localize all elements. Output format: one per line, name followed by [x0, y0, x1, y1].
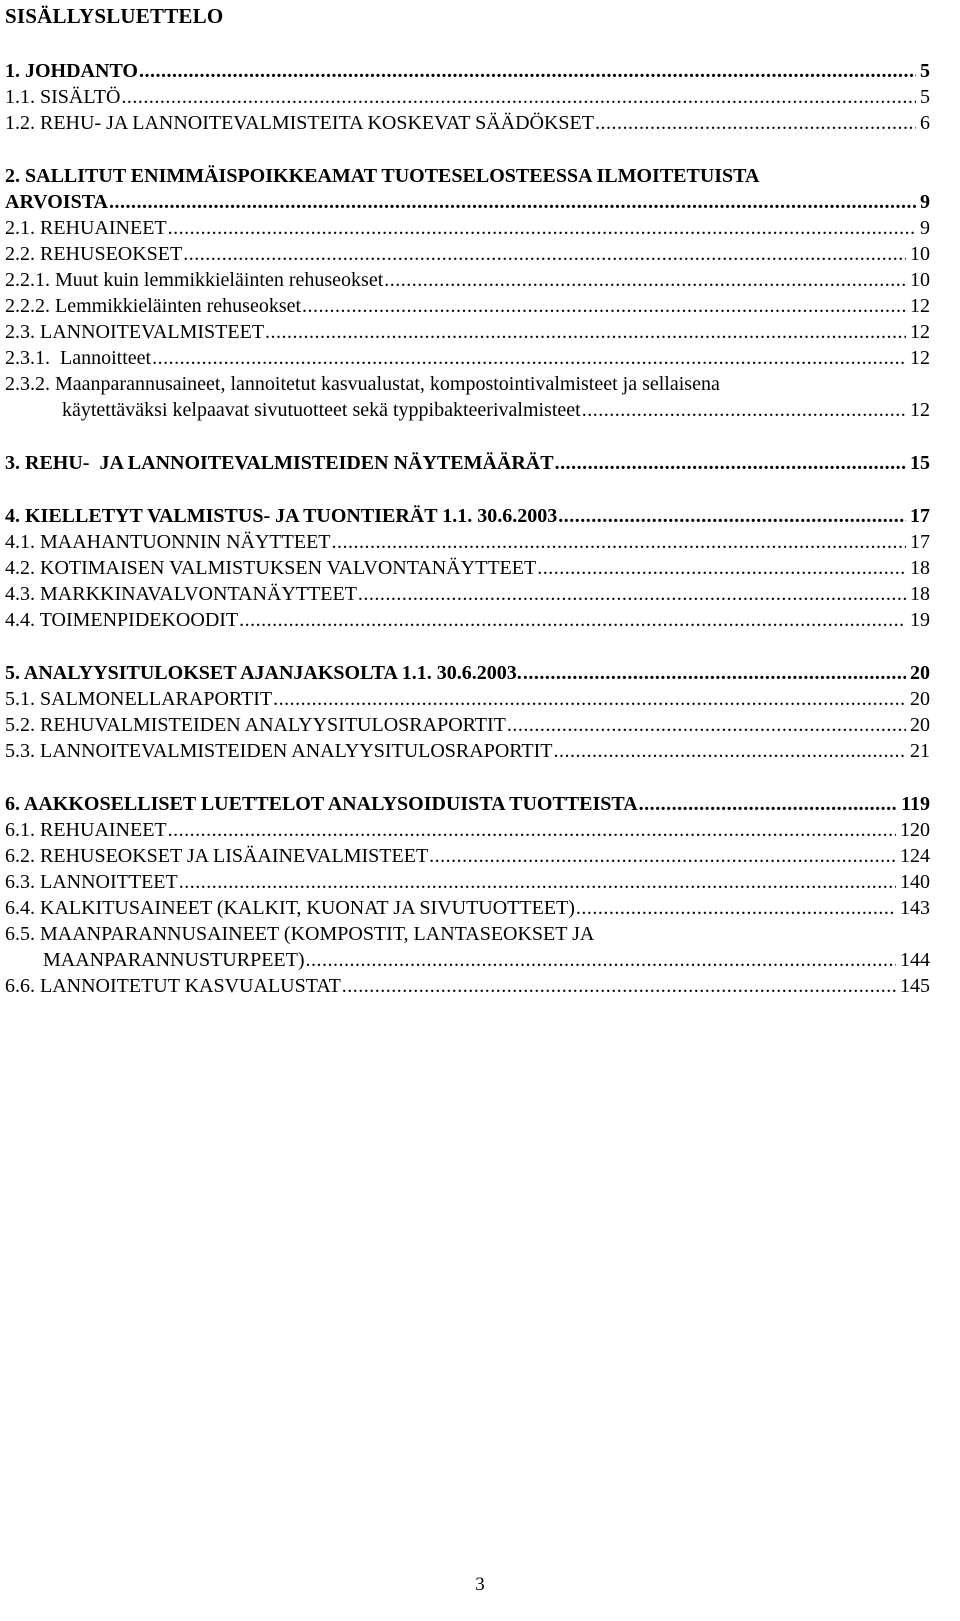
toc-entry-page: 6: [920, 112, 930, 134]
toc-entry-page: 15: [910, 452, 930, 474]
dot-leader: [555, 450, 906, 476]
dot-leader: [306, 947, 896, 973]
toc-entry-page: 20: [910, 714, 930, 736]
toc-entry-label: 6.4. KALKITUSAINEET (KALKIT, KUONAT JA SIVUTUOTTEET): [5, 897, 575, 919]
toc-entry-1-2[interactable]: [5, 110, 930, 136]
toc-entry-4[interactable]: [5, 503, 930, 529]
dot-leader: [384, 267, 906, 293]
toc-entry-page: 12: [910, 295, 930, 317]
toc-entry-4-1[interactable]: [5, 529, 930, 555]
toc-entry-page: 119: [901, 793, 930, 815]
dot-leader: [239, 607, 906, 633]
dot-leader: [507, 712, 906, 738]
toc-entry-6-5-line1[interactable]: 6.5. MAANPARANNUSAINEET (KOMPOSTIT, LANTASEOKSET JA: [5, 923, 595, 945]
toc-entry-5-1[interactable]: [5, 686, 930, 712]
toc-entry-page: 124: [900, 845, 930, 867]
dot-leader: [595, 110, 916, 136]
toc-entry-label: 2.3. LANNOITEVALMISTEET: [5, 321, 265, 343]
toc-entry-page: 10: [910, 269, 930, 291]
toc-entry-page: 21: [910, 740, 930, 762]
toc-entry-page: 17: [910, 531, 930, 553]
toc-entry-5-3[interactable]: [5, 738, 930, 764]
toc-entry-label: MAANPARANNUSTURPEET): [43, 949, 305, 971]
toc-entry-2[interactable]: [5, 189, 930, 215]
toc-entry-label: 6.3. LANNOITTEET: [5, 871, 178, 893]
toc-entry-page: 5: [920, 60, 930, 82]
toc-entry-page: 144: [900, 949, 930, 971]
toc-entry-1-1[interactable]: [5, 84, 930, 110]
toc-entry-6-5[interactable]: [43, 947, 930, 973]
dot-leader: [358, 581, 906, 607]
toc-entry-6-2[interactable]: [5, 843, 930, 869]
toc-entry-label: 5.2. REHUVALMISTEIDEN ANALYYSITULOSRAPORTIT: [5, 714, 506, 736]
toc-entry-page: 20: [910, 688, 930, 710]
toc-entry-page: 12: [910, 399, 930, 421]
dot-leader: [109, 189, 916, 215]
dot-leader: [639, 791, 897, 817]
toc-entry-label: 1. JOHDANTO: [5, 60, 138, 82]
toc-entry-label: ARVOISTA: [5, 191, 108, 213]
toc-entry-label: 6.1. REHUAINEET: [5, 819, 167, 841]
toc-title: SISÄLLYSLUETTELO: [5, 4, 224, 28]
toc-entry-page: 17: [910, 505, 930, 527]
toc-entry-label: 4.1. MAAHANTUONNIN NÄYTTEET: [5, 531, 331, 553]
toc-entry-6-3[interactable]: [5, 869, 930, 895]
toc-entry-4-4[interactable]: [5, 607, 930, 633]
toc-entry-page: 12: [910, 347, 930, 369]
toc-entry-2-3-2[interactable]: [62, 397, 930, 423]
dot-leader: [302, 293, 906, 319]
toc-entry-6-4[interactable]: [5, 895, 930, 921]
toc-entry-3[interactable]: [5, 450, 930, 476]
dot-leader: [576, 895, 896, 921]
toc-entry-page: 18: [910, 557, 930, 579]
toc-entry-label: 5.1. SALMONELLARAPORTIT: [5, 688, 273, 710]
toc-entry-2-3-1[interactable]: [5, 345, 930, 371]
dot-leader: [558, 503, 906, 529]
toc-entry-2-line1[interactable]: 2. SALLITUT ENIMMÄISPOIKKEAMAT TUOTESELOSTEESSA ILMOITETUISTA: [5, 165, 760, 187]
toc-entry-label: 2.2. REHUSEOKSET: [5, 243, 183, 265]
dot-leader: [168, 215, 916, 241]
dot-leader: [139, 58, 916, 84]
toc-entry-2-3[interactable]: [5, 319, 930, 345]
page-number: 3: [475, 1574, 485, 1595]
toc-entry-label: 6.2. REHUSEOKSET JA LISÄAINEVALMISTEET: [5, 845, 429, 867]
toc-entry-label: käytettäväksi kelpaavat sivutuotteet sekä typpibakteerivalmisteet: [62, 399, 581, 421]
toc-entry-label: 2.2.1. Muut kuin lemmikkieläinten rehuseokset: [5, 269, 384, 291]
dot-leader: [121, 84, 916, 110]
toc-entry-6[interactable]: [5, 791, 930, 817]
toc-entry-label: 2.3.1. Lannoitteet: [5, 347, 152, 369]
dot-leader: [152, 345, 906, 371]
toc-entry-page: 143: [900, 897, 930, 919]
toc-entry-label: 4. KIELLETYT VALMISTUS- JA TUONTIERÄT 1.1. 30.6.2003: [5, 505, 558, 527]
dot-leader: [265, 319, 906, 345]
toc-entry-label: 6.6. LANNOITETUT KASVUALUSTAT: [5, 975, 341, 997]
toc-entry-label: 3. REHU- JA LANNOITEVALMISTEIDEN NÄYTEMÄÄRÄT: [5, 452, 554, 474]
toc-entry-2-1[interactable]: [5, 215, 930, 241]
toc-entry-label: 2.1. REHUAINEET: [5, 217, 167, 239]
dot-leader: [332, 529, 906, 555]
toc-entry-page: 120: [900, 819, 930, 841]
toc-entry-2-2-1[interactable]: [5, 267, 930, 293]
toc-entry-page: 9: [920, 191, 930, 213]
toc-entry-page: 20: [910, 662, 930, 684]
dot-leader: [179, 869, 896, 895]
toc-entry-page: 5: [920, 86, 930, 108]
toc-entry-label: 4.3. MARKKINAVALVONTANÄYTTEET: [5, 583, 357, 605]
toc-entry-5-2[interactable]: [5, 712, 930, 738]
toc-entry-4-2[interactable]: [5, 555, 930, 581]
dot-leader: [582, 397, 906, 423]
toc-entry-label: 4.4. TOIMENPIDEKOODIT: [5, 609, 239, 631]
dot-leader: [273, 686, 906, 712]
toc-entry-page: 18: [910, 583, 930, 605]
toc-entry-label: 5.3. LANNOITEVALMISTEIDEN ANALYYSITULOSRAPORTIT: [5, 740, 553, 762]
toc-entry-page: 140: [900, 871, 930, 893]
toc-entry-page: 10: [910, 243, 930, 265]
dot-leader: [342, 973, 896, 999]
toc-entry-5[interactable]: [5, 660, 930, 686]
toc-entry-label: 5. ANALYYSITULOKSET AJANJAKSOLTA 1.1. 30.6.2003.: [5, 662, 522, 684]
dot-leader: [429, 843, 896, 869]
toc-entry-page: 9: [920, 217, 930, 239]
toc-entry-2-2[interactable]: [5, 241, 930, 267]
dot-leader: [168, 817, 896, 843]
toc-entry-1[interactable]: [5, 58, 930, 84]
toc-entry-label: 1.1. SISÄLTÖ: [5, 86, 121, 108]
toc-entry-label: 6. AAKKOSELLISET LUETTELOT ANALYSOIDUISTA TUOTTEISTA: [5, 793, 638, 815]
toc-entry-page: 145: [900, 975, 930, 997]
toc-entry-page: 19: [910, 609, 930, 631]
toc-entry-4-3[interactable]: [5, 581, 930, 607]
dot-leader: [554, 738, 906, 764]
toc-entry-2-3-2-line1[interactable]: 2.3.2. Maanparannusaineet, lannoitetut kasvualustat, kompostointivalmisteet ja sellaisena: [5, 373, 720, 395]
toc-entry-page: 12: [910, 321, 930, 343]
dot-leader: [183, 241, 906, 267]
toc-entry-6-6[interactable]: [5, 973, 930, 999]
toc-entry-label: 4.2. KOTIMAISEN VALMISTUKSEN VALVONTANÄYTTEET: [5, 557, 537, 579]
toc-entry-2-2-2[interactable]: [5, 293, 930, 319]
toc-entry-6-1[interactable]: [5, 817, 930, 843]
toc-entry-label: 2.2.2. Lemmikkieläinten rehuseokset: [5, 295, 302, 317]
dot-leader: [537, 555, 906, 581]
toc-entry-label: 1.2. REHU- JA LANNOITEVALMISTEITA KOSKEVAT SÄÄDÖKSET: [5, 112, 594, 134]
dot-leader: [523, 660, 906, 686]
